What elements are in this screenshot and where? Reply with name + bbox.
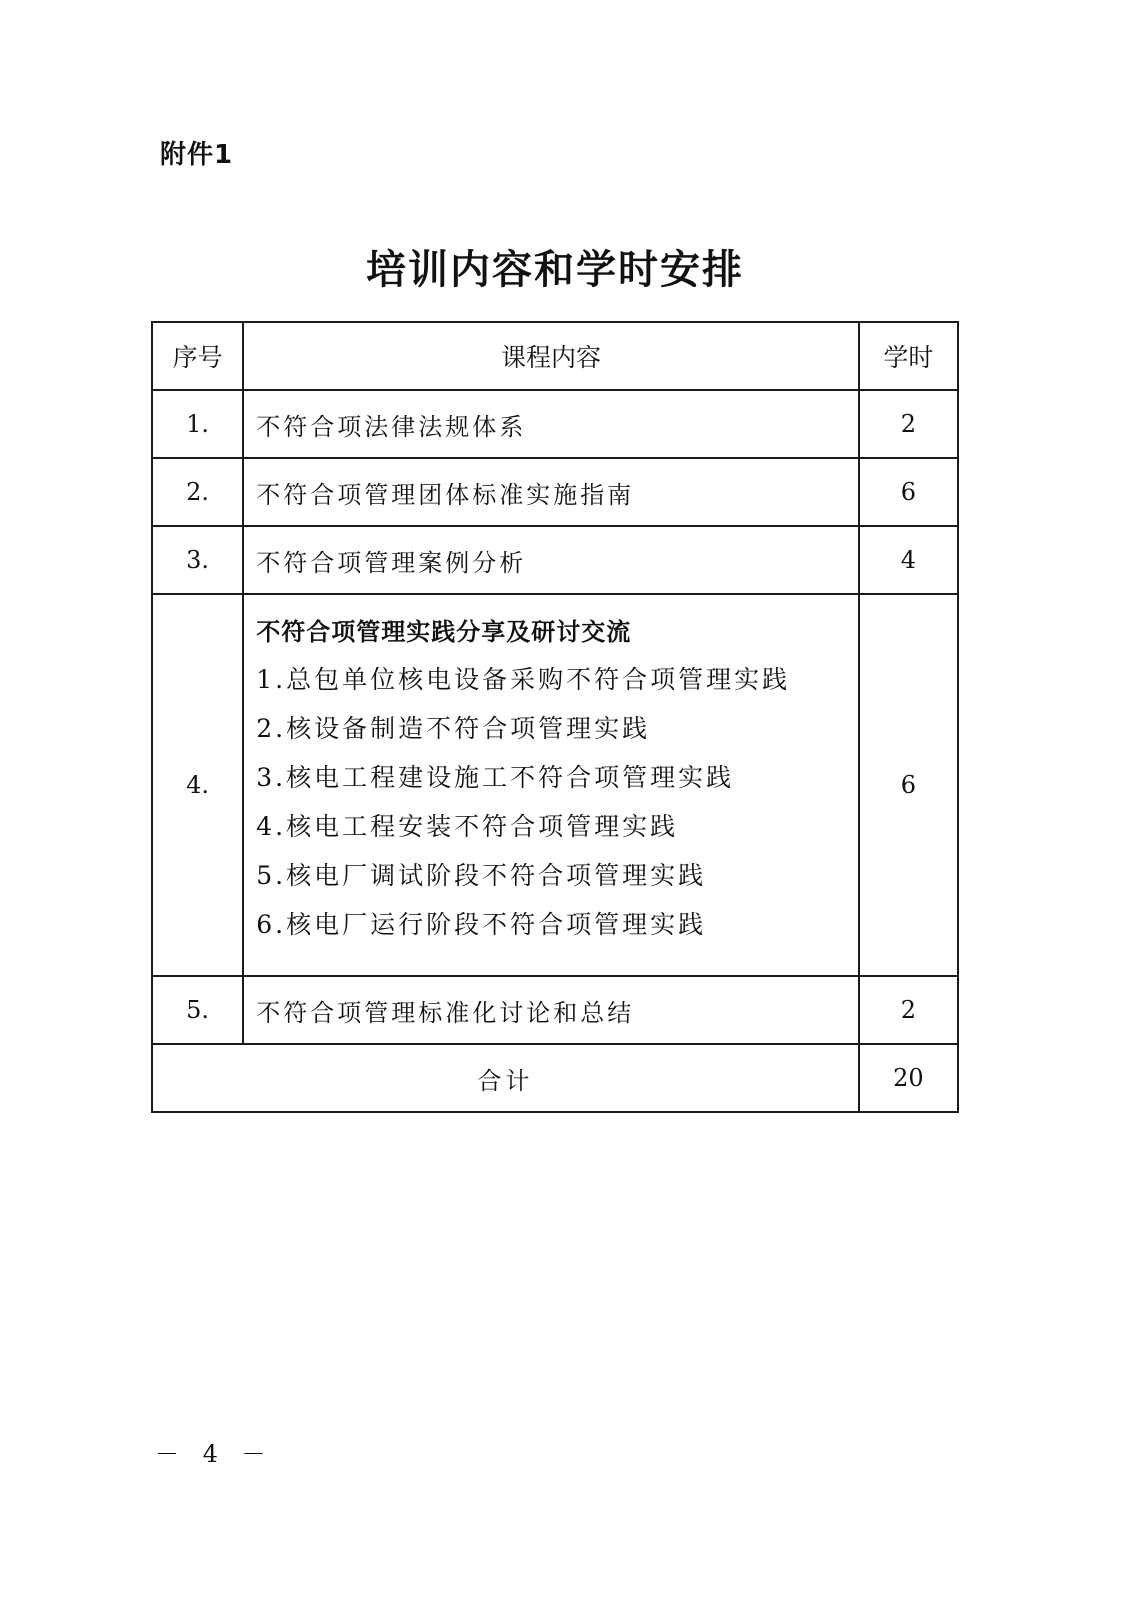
row-no: 3. bbox=[152, 526, 243, 594]
table-row bbox=[152, 390, 958, 458]
row-no: 4. bbox=[152, 594, 243, 976]
training-schedule-table bbox=[151, 321, 959, 1113]
row-no: 1. bbox=[152, 390, 243, 458]
table-row bbox=[152, 594, 958, 976]
page-number: － 4 － bbox=[155, 1440, 274, 1468]
row-content: 不符合项管理标准化讨论和总结 bbox=[243, 976, 859, 1044]
row-content: 不符合项法律法规体系 bbox=[243, 390, 859, 458]
row-hours: 6 bbox=[859, 594, 958, 976]
session-title: 不符合项管理实践分享及研讨交流 bbox=[256, 618, 632, 646]
header-hours: 学时 bbox=[859, 322, 958, 390]
row-hours: 4 bbox=[859, 526, 958, 594]
row-hours: 6 bbox=[859, 458, 958, 526]
row-no: 5. bbox=[152, 976, 243, 1044]
total-label: 合计 bbox=[152, 1044, 859, 1112]
session-item: 3.核电工程建设施工不符合项管理实践 bbox=[256, 763, 735, 792]
table-header-row bbox=[152, 322, 958, 390]
row-content: 不符合项管理团体标准实施指南 bbox=[243, 458, 859, 526]
row-no: 2. bbox=[152, 458, 243, 526]
total-hours: 20 bbox=[859, 1044, 958, 1112]
session-item: 2.核设备制造不符合项管理实践 bbox=[256, 714, 651, 743]
attachment-label: 附件1 bbox=[160, 140, 234, 170]
row-hours: 2 bbox=[859, 976, 958, 1044]
session-item: 6.核电厂运行阶段不符合项管理实践 bbox=[256, 910, 707, 939]
row-hours: 2 bbox=[859, 390, 958, 458]
row-content bbox=[243, 594, 859, 976]
table-row bbox=[152, 458, 958, 526]
table-row bbox=[152, 976, 958, 1044]
table-row bbox=[152, 526, 958, 594]
row-content: 不符合项管理案例分析 bbox=[243, 526, 859, 594]
total-row bbox=[152, 1044, 958, 1112]
header-no: 序号 bbox=[152, 322, 243, 390]
header-content: 课程内容 bbox=[243, 322, 859, 390]
session-item: 4.核电工程安装不符合项管理实践 bbox=[256, 812, 679, 841]
page-title: 培训内容和学时安排 bbox=[366, 246, 744, 293]
session-item: 1.总包单位核电设备采购不符合项管理实践 bbox=[256, 665, 791, 694]
session-item: 5.核电厂调试阶段不符合项管理实践 bbox=[256, 861, 707, 890]
